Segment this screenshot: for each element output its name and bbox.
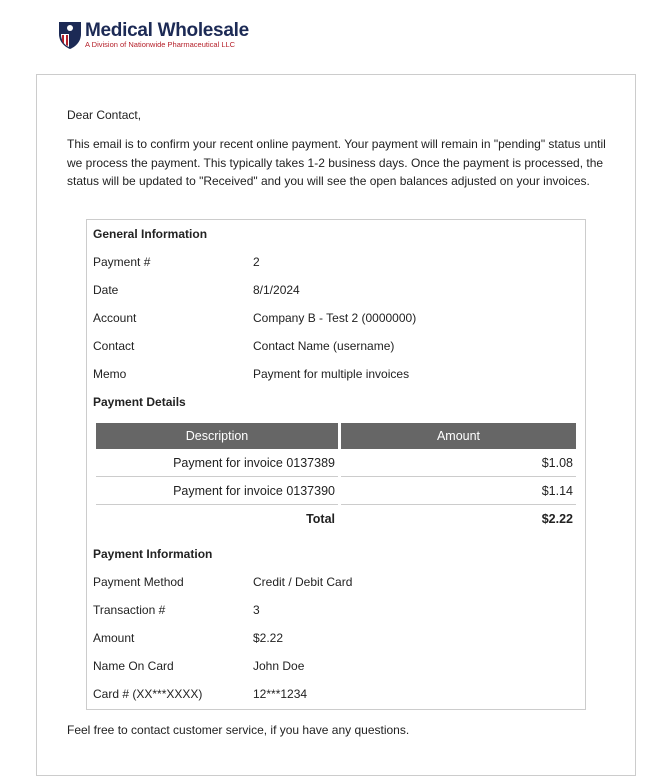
info-row	[93, 568, 352, 596]
label: Payment #	[93, 255, 151, 269]
logo-title: Medical Wholesale	[85, 20, 249, 42]
logo-subtitle: A Division of Nationwide Pharmaceutical LLC	[85, 40, 236, 50]
info-row	[93, 596, 260, 624]
value: Payment for multiple invoices	[253, 367, 410, 381]
footer-text: Feel free to contact customer service, if you have any questions.	[67, 723, 410, 737]
email-body	[36, 74, 636, 776]
value: $2.22	[253, 631, 284, 645]
table-row	[96, 449, 576, 477]
label: Contact	[93, 339, 135, 353]
value: 2	[253, 255, 260, 269]
info-row	[93, 304, 416, 332]
total-amount: $2.22	[541, 511, 573, 526]
value: 8/1/2024	[253, 283, 300, 297]
value: Company B - Test 2 (0000000)	[253, 311, 417, 325]
value: Contact Name (username)	[253, 339, 395, 353]
label: Amount	[93, 631, 135, 645]
description: Payment for invoice 0137390	[96, 477, 338, 505]
table-row	[96, 477, 576, 505]
payment-summary	[86, 219, 586, 710]
general-heading: General Information	[93, 227, 208, 241]
value: John Doe	[253, 659, 305, 673]
value: 12***1234	[253, 687, 308, 701]
info-row	[93, 652, 304, 680]
info-row	[93, 276, 300, 304]
amount: $1.08	[341, 449, 576, 477]
value: 3	[253, 603, 260, 617]
shield-logo-icon	[58, 20, 82, 50]
info-row	[93, 360, 409, 388]
info-row	[93, 248, 260, 276]
info-row	[93, 332, 394, 360]
value: Credit / Debit Card	[253, 575, 353, 589]
label: Payment Method	[93, 575, 184, 589]
column-header: Description	[96, 423, 338, 449]
details-heading: Payment Details	[93, 395, 186, 409]
info-row	[93, 680, 307, 708]
payment-heading: Payment Information	[93, 547, 213, 561]
info-row	[93, 624, 283, 652]
greeting: Dear Contact,	[67, 108, 142, 122]
description: Payment for invoice 0137389	[96, 449, 338, 477]
logo	[58, 20, 249, 50]
total-row	[96, 505, 576, 532]
label: Memo	[93, 367, 127, 381]
label: Name On Card	[93, 659, 174, 673]
total-label: Total	[306, 511, 335, 526]
column-header: Amount	[341, 423, 576, 449]
intro-text: This email is to confirm your recent online payment. Your payment will remain in "pending" status until we process the payment. This typically takes 1-2 business days. Once the payment is processed, the status will be updated to "Received" and you will see the open balances adjusted on your invoices.	[67, 137, 606, 188]
label: Account	[93, 311, 137, 325]
label: Transaction #	[93, 603, 166, 617]
label: Date	[93, 283, 119, 297]
details-table	[93, 423, 579, 532]
amount: $1.14	[341, 477, 576, 505]
label: Card # (XX***XXXX)	[93, 687, 203, 701]
